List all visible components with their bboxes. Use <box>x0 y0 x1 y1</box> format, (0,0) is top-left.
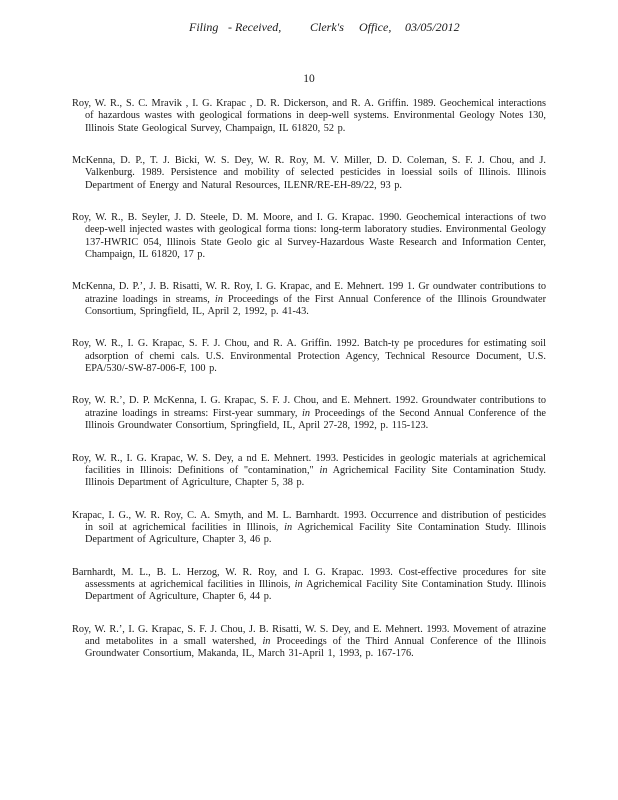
reference-entry <box>72 567 546 604</box>
reference-entry <box>72 624 546 661</box>
reference-text-continued: Agrichemical Facility Site Contamination Study. Illinois Department of Agriculture, Chapter 5, 38 p. <box>85 464 547 489</box>
reference-in-italic: in <box>319 464 328 476</box>
reference-in-italic: in <box>284 521 293 533</box>
reference-entry <box>72 212 546 262</box>
page-number: 10 <box>303 73 315 85</box>
reference-entry <box>72 395 546 432</box>
header-clerks: Clerk's <box>310 20 344 34</box>
reference-text-continued: Proceedings of the First Annual Conference of the Illinois Groundwater Consortium, Springfield, IL, April 2, 1992, p. 41-43. <box>85 293 546 318</box>
reference-entry <box>72 510 546 547</box>
header-received: - Received, <box>228 20 282 34</box>
reference-entry <box>72 338 546 375</box>
reference-text: Roy, W. R., I. G. Krapac, W. S. Dey, a nd E. Mehnert. 1993. Pesticides in geologic materials at agrichemical facilities in Illinois: Definitions of "contamination," <box>72 452 546 476</box>
header-office: Office, <box>359 20 392 34</box>
reference-entry <box>72 155 546 192</box>
reference-in-italic: in <box>301 407 310 419</box>
reference-entry <box>72 453 546 490</box>
reference-list <box>72 98 546 681</box>
reference-text: Roy, W. R., I. G. Krapac, S. F. J. Chou, and R. A. Griffin. 1992. Batch-ty pe procedures for estimating soil adsorption of chemi cals. U.S. Environmental Protection Agency, Technical Resource Document, U.S. EPA/530/-SW-87-006-F, 100 p. <box>72 338 546 375</box>
reference-in-italic: in <box>214 293 223 305</box>
reference-text-continued: Proceedings of the Second Annual Conference of the Illinois Groundwater Consortium, Springfield, IL, April 27-28, 1992, p. 115-123. <box>85 407 546 432</box>
reference-entry <box>72 98 546 135</box>
reference-text-continued: Agrichemical Facility Site Contamination Study. Illinois Department of Agriculture, Chapter 6, 44 p. <box>85 578 547 603</box>
reference-text: Roy, W. R., B. Seyler, J. D. Steele, D. M. Moore, and I. G. Krapac. 1990. Geochemical interactions of two deep-well injected wastes with geological forma tions: long-term laboratory studies. Environmental Geology 137-HWRIC 054, Illinois State Geolo gic al Survey-Hazardous Waste Research and Information Center, Champaign, IL 61820, 17 p. <box>72 212 546 261</box>
reference-text: Barnhardt, M. L., B. L. Herzog, W. R. Roy, and I. G. Krapac. 1993. Cost-effective procedures for site assessments at agrichemical facilities in Illinois, <box>72 566 546 590</box>
reference-text: McKenna, D. P., T. J. Bicki, W. S. Dey, W. R. Roy, M. V. Miller, D. D. Coleman, S. F. J. Chou, and J. Valkenburg. 1989. Persistence and mobility of selected pesticides in loessial soils of Illinois. Illinois Department of Energy and Natural Resources, ILENR/RE-EH-89/22, 93 p. <box>72 155 546 191</box>
reference-text: McKenna, D. P.ʼ, J. B. Risatti, W. R. Roy, I. G. Krapac, and E. Mehnert. 199 1. Gr oundwater contributions to atrazine loadings in streams, <box>72 281 546 305</box>
reference-in-italic: in <box>262 635 271 647</box>
reference-text: Krapac, I. G., W. R. Roy, C. A. Smyth, and M. L. Barnhardt. 1993. Occurrence and distribution of pesticides in soil at agrichemical facilities in Illinois, <box>72 509 546 533</box>
reference-text: Roy, W. R., S. C. Mravik , I. G. Krapac , D. R. Dickerson, and R. A. Griffin. 1989. Geochemical interactions of hazardous wastes with geological formations in deep-well systems. Environmental Geology Notes 130, Illinois State Geological Survey, Champaign, IL 61820, 52 p. <box>72 98 546 134</box>
header-filing: Filing <box>189 20 219 34</box>
header-date: 03/05/2012 <box>405 20 460 34</box>
reference-entry <box>72 281 546 318</box>
reference-in-italic: in <box>294 578 303 590</box>
reference-text: Roy, W. R.ʼ, I. G. Krapac, S. F. J. Chou, J. B. Risatti, W. S. Dey, and E. Mehnert. 1993. Movement of atrazine and metabolites in a small watershed, <box>72 623 547 647</box>
filing-header <box>0 20 618 38</box>
reference-text-continued: Proceedings of the Third Annual Conference of the Illinois Groundwater Consortium, Makanda, IL, March 31-April 1, 1993, p. 167-176. <box>85 635 546 660</box>
reference-text: Roy, W. R.ʼ, D. P. McKenna, I. G. Krapac, S. F. J. Chou, and E. Mehnert. 1992. Groundwater contributions to atrazine loadings in streams: First-year summary, <box>72 395 546 419</box>
reference-text-continued: Agrichemical Facility Site Contamination Study. Illinois Department of Agriculture, Chapter 3, 46 p. <box>85 521 546 546</box>
